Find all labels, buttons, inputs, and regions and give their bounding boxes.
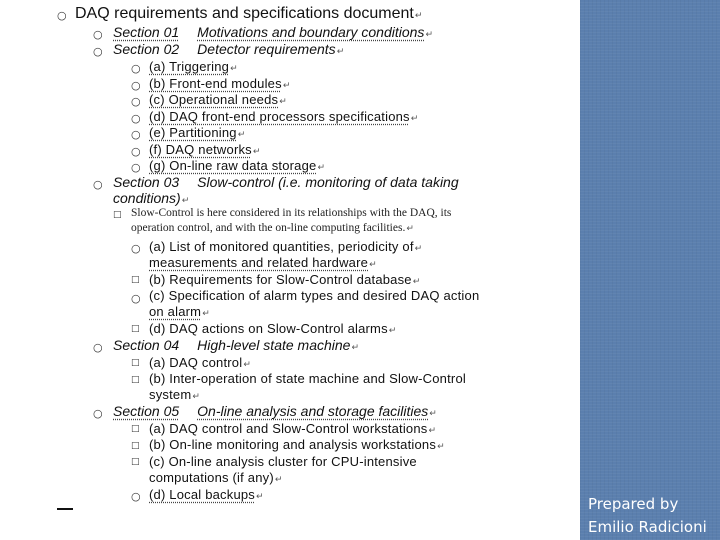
list-item: (d) DAQ actions on Slow-Control alarms↵ xyxy=(149,321,397,336)
credit-author-name: Emilio Radicioni xyxy=(588,518,707,536)
return-arrow-icon: ↵ xyxy=(414,244,423,254)
circle-bullet-icon: ○ xyxy=(131,95,141,108)
square-bullet-icon: □ xyxy=(131,324,140,334)
credit-line: Prepared by xyxy=(588,495,679,513)
return-arrow-icon: ↵ xyxy=(274,475,283,485)
return-arrow-icon: ↵ xyxy=(243,360,252,370)
list-item: (b) On-line monitoring and analysis workstations↵ xyxy=(149,437,445,452)
list-item: (a) List of monitored quantities, periodicity of↵ xyxy=(149,239,423,254)
circle-bullet-icon: ○ xyxy=(131,62,141,75)
return-arrow-icon: ↵ xyxy=(252,147,261,157)
return-arrow-icon: ↵ xyxy=(414,11,423,21)
return-arrow-icon: ↵ xyxy=(425,30,433,40)
margin-dash xyxy=(57,508,73,510)
return-arrow-icon: ↵ xyxy=(351,343,360,353)
circle-bullet-icon: ○ xyxy=(131,112,141,125)
square-bullet-icon: □ xyxy=(131,375,140,385)
list-item: (a) Triggering↵ xyxy=(149,59,238,74)
list-item-continuation: measurements and related hardware↵ xyxy=(149,255,377,270)
list-item: (e) Partitioning↵ xyxy=(149,125,246,140)
return-arrow-icon: ↵ xyxy=(202,309,210,319)
section-heading: Section 03 Slow-control (i.e. monitoring of data taking xyxy=(113,174,459,190)
list-item: (b) Requirements for Slow-Control database↵ xyxy=(149,272,421,287)
section-heading: Section 04 High-level state machine↵ xyxy=(113,337,360,353)
square-bullet-icon: □ xyxy=(131,457,140,467)
return-arrow-icon: ↵ xyxy=(230,64,238,74)
return-arrow-icon: ↵ xyxy=(369,260,377,270)
return-arrow-icon: ↵ xyxy=(412,277,421,287)
list-item-continuation: computations (if any)↵ xyxy=(149,470,283,485)
section-heading: Section 02 Detector requirements↵ xyxy=(113,41,345,57)
list-item: (a) DAQ control and Slow-Control workstations↵ xyxy=(149,421,437,436)
return-arrow-icon: ↵ xyxy=(237,130,246,140)
square-bullet-icon: □ xyxy=(131,275,140,285)
section-heading: Section 05 On-line analysis and storage facilities↵ xyxy=(113,403,437,419)
return-arrow-icon: ↵ xyxy=(317,163,326,173)
circle-bullet-icon: ○ xyxy=(93,45,103,58)
list-item: (c) Operational needs↵ xyxy=(149,92,287,107)
return-arrow-icon: ↵ xyxy=(388,326,397,336)
circle-bullet-icon: ○ xyxy=(131,242,141,255)
return-arrow-icon: ↵ xyxy=(192,392,201,402)
square-bullet-icon: □ xyxy=(131,358,140,368)
circle-bullet-icon: ○ xyxy=(57,9,67,22)
list-item: (d) DAQ front-end processors specifications↵ xyxy=(149,109,419,124)
circle-bullet-icon: ○ xyxy=(93,407,103,420)
square-bullet-icon: □ xyxy=(113,210,122,220)
circle-bullet-icon: ○ xyxy=(131,292,141,305)
return-arrow-icon: ↵ xyxy=(279,97,287,107)
circle-bullet-icon: ○ xyxy=(131,490,141,503)
list-item-continuation: on alarm↵ xyxy=(149,304,210,319)
list-item: (b) Front-end modules↵ xyxy=(149,76,291,91)
list-item: (g) On-line raw data storage↵ xyxy=(149,158,326,173)
section-heading-continuation: conditions)↵ xyxy=(113,190,190,206)
return-arrow-icon: ↵ xyxy=(437,442,445,452)
circle-bullet-icon: ○ xyxy=(131,79,141,92)
document-title: DAQ requirements and specifications document↵ xyxy=(75,5,423,22)
circle-bullet-icon: ○ xyxy=(131,128,141,141)
author-credit xyxy=(588,493,707,539)
return-arrow-icon: ↵ xyxy=(256,492,264,502)
list-item: (c) On-line analysis cluster for CPU-intensive xyxy=(149,454,417,469)
list-item: (f) DAQ networks↵ xyxy=(149,142,261,157)
return-arrow-icon: ↵ xyxy=(410,114,419,124)
return-arrow-icon: ↵ xyxy=(336,47,345,57)
section-note: Slow-Control is here considered in its relationships with the DAQ, its xyxy=(131,207,452,219)
list-item: (b) Inter-operation of state machine and Slow-Control xyxy=(149,371,466,386)
circle-bullet-icon: ○ xyxy=(131,161,141,174)
section-note: operation control, and with the on-line computing facilities.↵ xyxy=(131,222,414,234)
return-arrow-icon: ↵ xyxy=(428,426,437,436)
list-item: (d) Local backups↵ xyxy=(149,487,264,502)
square-bullet-icon: □ xyxy=(131,441,140,451)
return-arrow-icon: ↵ xyxy=(282,81,291,91)
return-arrow-icon: ↵ xyxy=(181,196,190,206)
list-item-continuation: system↵ xyxy=(149,387,201,402)
return-arrow-icon: ↵ xyxy=(429,409,437,419)
circle-bullet-icon: ○ xyxy=(93,28,103,41)
circle-bullet-icon: ○ xyxy=(93,341,103,354)
circle-bullet-icon: ○ xyxy=(131,145,141,158)
return-arrow-icon: ↵ xyxy=(406,224,414,234)
list-item: (c) Specification of alarm types and desired DAQ action xyxy=(149,288,480,303)
circle-bullet-icon: ○ xyxy=(93,178,103,191)
square-bullet-icon: □ xyxy=(131,424,140,434)
list-item: (a) DAQ control↵ xyxy=(149,355,252,370)
section-heading: Section 01 Motivations and boundary conditions↵ xyxy=(113,24,433,40)
